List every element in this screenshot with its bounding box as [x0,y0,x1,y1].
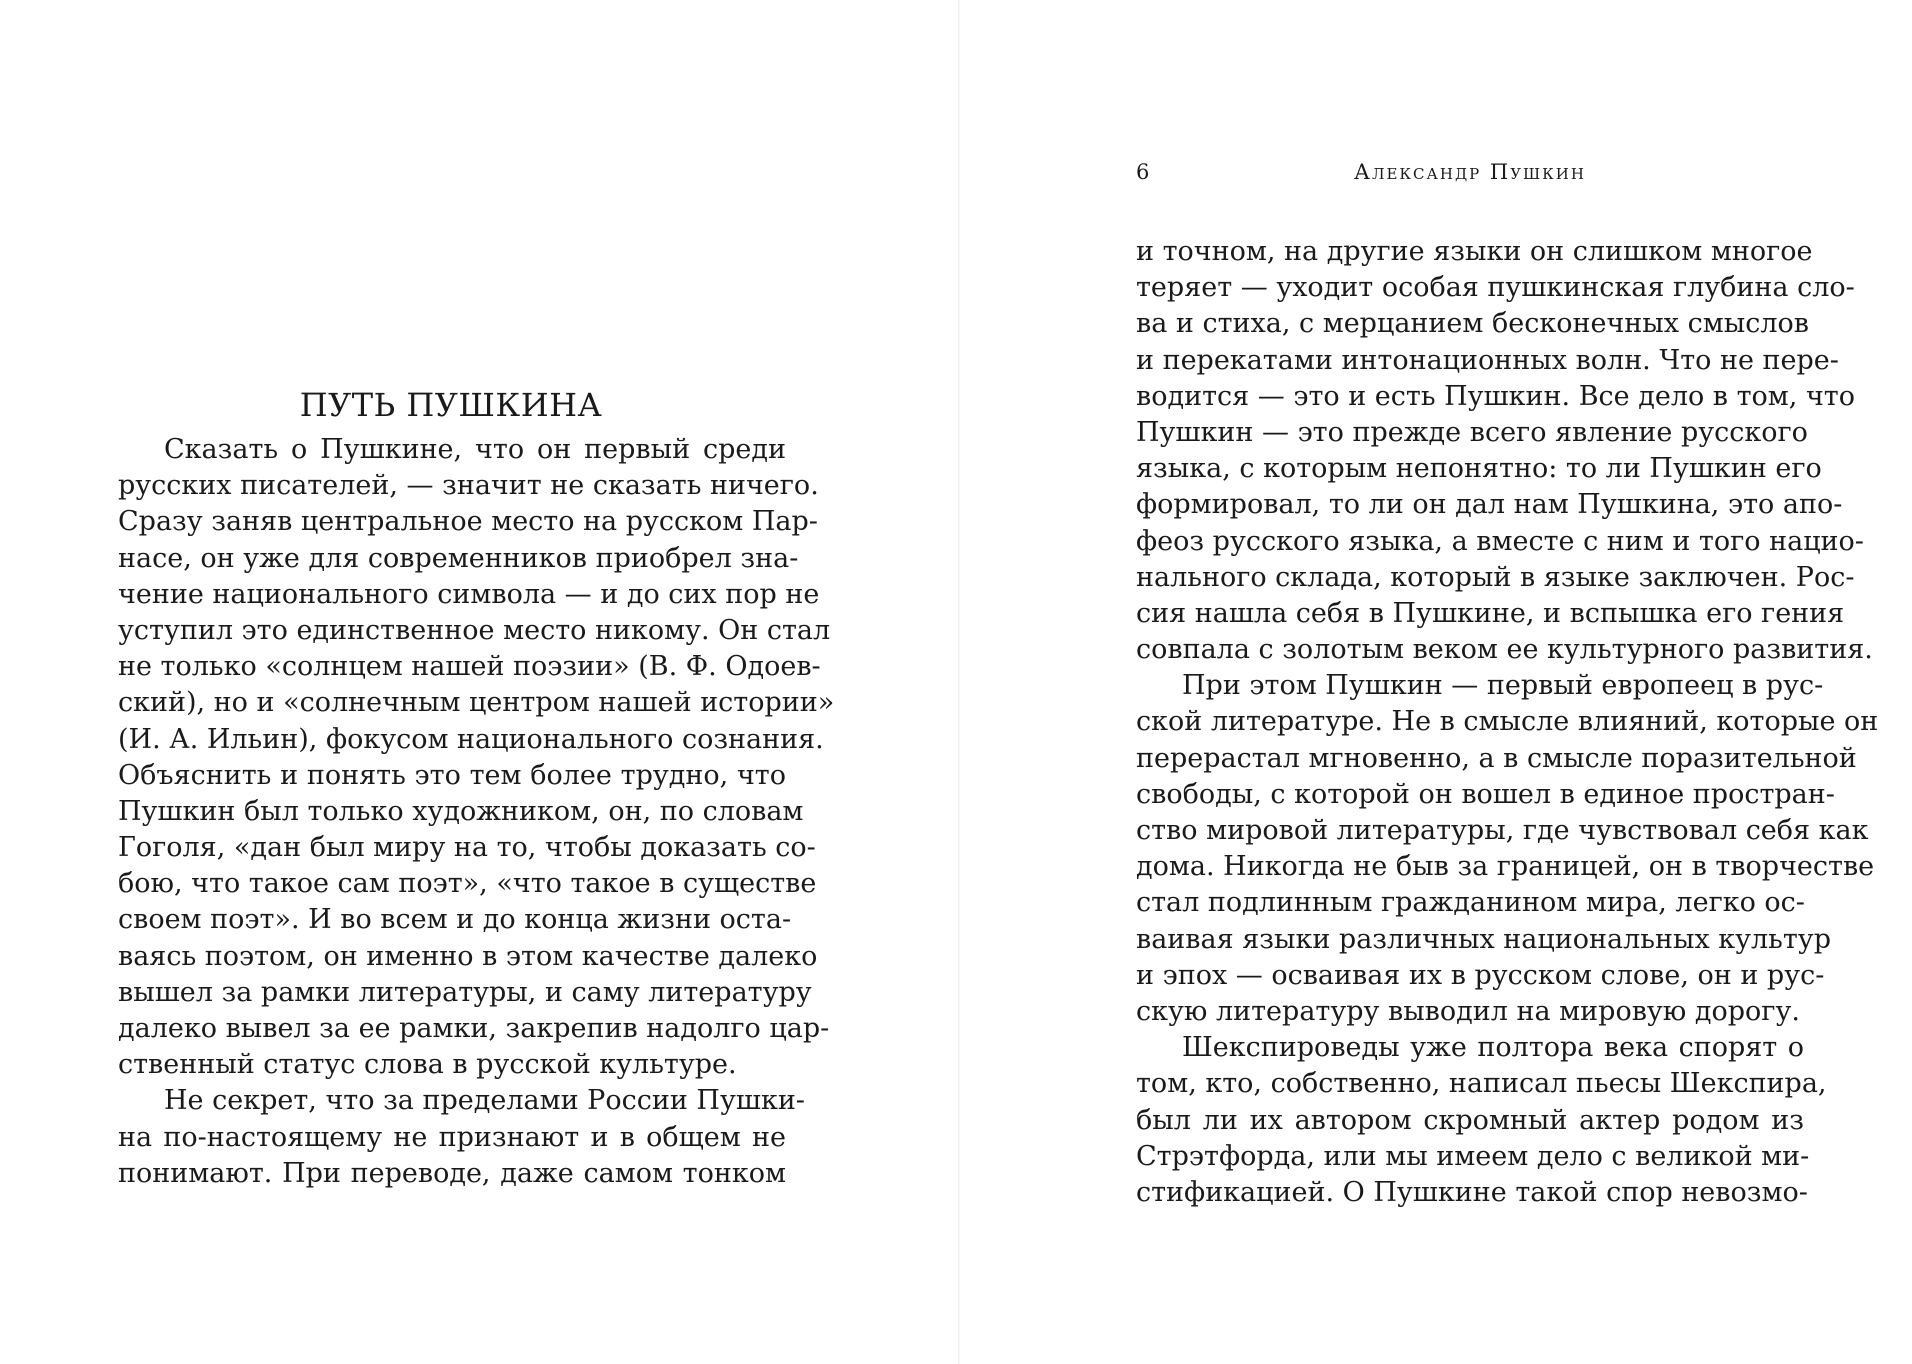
text-line: сия нашла себя в Пушкине, и вспышка его гения [1136,597,1845,629]
text-line: ственный статус слова в русской культуре. [118,1049,737,1081]
text-line: скую литературу выводил на мировую дорогу. [1136,995,1800,1027]
text-line: Стрэтфорда, или мы имеем дело с великой ми- [1136,1140,1810,1172]
text-line: насе, он уже для современников приобрел зна- [118,542,799,574]
text-line: русских писателей, — значит не сказать ничего. [118,470,819,502]
text-line: ва и стиха, с мерцанием бесконечных смыслов [1136,308,1809,340]
running-header [1136,160,1804,190]
text-line: чение национального символа — и до сих пор не [118,578,820,610]
text-line: ваясь поэтом, он именно в этом качестве далеко [118,940,818,972]
text-line: водится — это и есть Пушкин. Все дело в том, что [1136,380,1855,412]
text-line: стал подлинным гражданином мира, легко ос- [1136,887,1805,919]
text-line: далеко вывел за ее рамки, закрепив надолго цар- [118,1013,830,1044]
text-line: не только «солнцем нашей поэзии» (В. Ф. Одоев- [118,651,821,683]
text-line: Гоголя, «дан был миру на то, чтобы доказать со- [118,832,816,864]
text-line: ской литературе. Не в смысле влияний, которые он [1136,706,1879,738]
page-number: 6 [1136,160,1150,184]
text-line: феоз русского языка, а вместе с ним и того нацио- [1136,525,1864,557]
text-line: теряет — уходит особая пушкинская глубина сло- [1136,272,1855,304]
running-title: Александр Пушкин [1354,160,1586,184]
text-line: уступил это единственное место никому. Он стал [118,614,831,646]
text-line: (И. А. Ильин), фокусом национального сознания. [118,723,824,755]
text-line: стификацией. О Пушкине такой спор невозмо- [1136,1176,1808,1208]
text-line: Пушкин был только художником, он, по словам [118,795,804,827]
text-line: и эпох — осваивая их в русском слове, он и рус- [1136,959,1825,991]
text-line: и точном, на другие языки он слишком многое [1136,236,1813,267]
text-line: бою, что такое сам поэт», «что такое в существе [118,868,817,900]
right-page [960,0,1912,1364]
text-line: был ли их автором скромный актер родом из [1136,1104,1804,1136]
text-line: При этом Пушкин — первый европеец в рус- [1182,670,1824,702]
text-line: свободы, с которой он вошел в единое простран- [1136,778,1835,810]
text-line: дома. Никогда не быв за границей, он в творчестве [1136,851,1875,883]
text-line: формировал, то ли он дал нам Пушкина, это апо- [1136,489,1843,521]
text-line: ский), но и «солнечным центром нашей истории» [118,687,835,719]
chapter-title: ПУТЬ ПУШКИНА [299,386,603,425]
right-page-text [1136,234,1879,1211]
text-line: нального склада, который в языке заключен. Рос- [1136,561,1855,593]
left-page-text [118,432,835,1192]
text-line: Сказать о Пушкине, что он первый среди [164,434,786,465]
text-line: Сразу заняв центральное место на русском Пар- [118,506,818,538]
text-line: совпала с золотым веком ее культурного развития. [1136,634,1873,666]
text-line: Объяснить и понять это тем более трудно, что [118,759,786,791]
text-line: Не секрет, что за пределами России Пушки- [164,1085,805,1117]
text-line: ваивая языки различных национальных культур [1136,923,1831,955]
text-line: Шекспироведы уже полтора века спорят о [1182,1032,1804,1064]
text-line: своем поэт». И во всем и до конца жизни оста- [118,904,792,936]
text-line: понимают. При переводе, даже самом тонком [118,1157,786,1189]
text-line: на по-настоящему не признают и в общем не [118,1121,786,1153]
text-line: вышел за рамки литературы, и саму литературу [118,976,812,1008]
text-line: Пушкин — это прежде всего явление русского [1136,416,1808,448]
text-line: и перекатами интонационных волн. Что не пере- [1136,344,1839,376]
text-line: языка, с которым непонятно: то ли Пушкин его [1136,453,1822,485]
text-line: перерастал мгновенно, а в смысле поразительной [1136,742,1857,774]
text-line: ство мировой литературы, где чувствовал себя как [1136,815,1869,846]
text-line: том, кто, собственно, написал пьесы Шекспира, [1136,1068,1827,1100]
